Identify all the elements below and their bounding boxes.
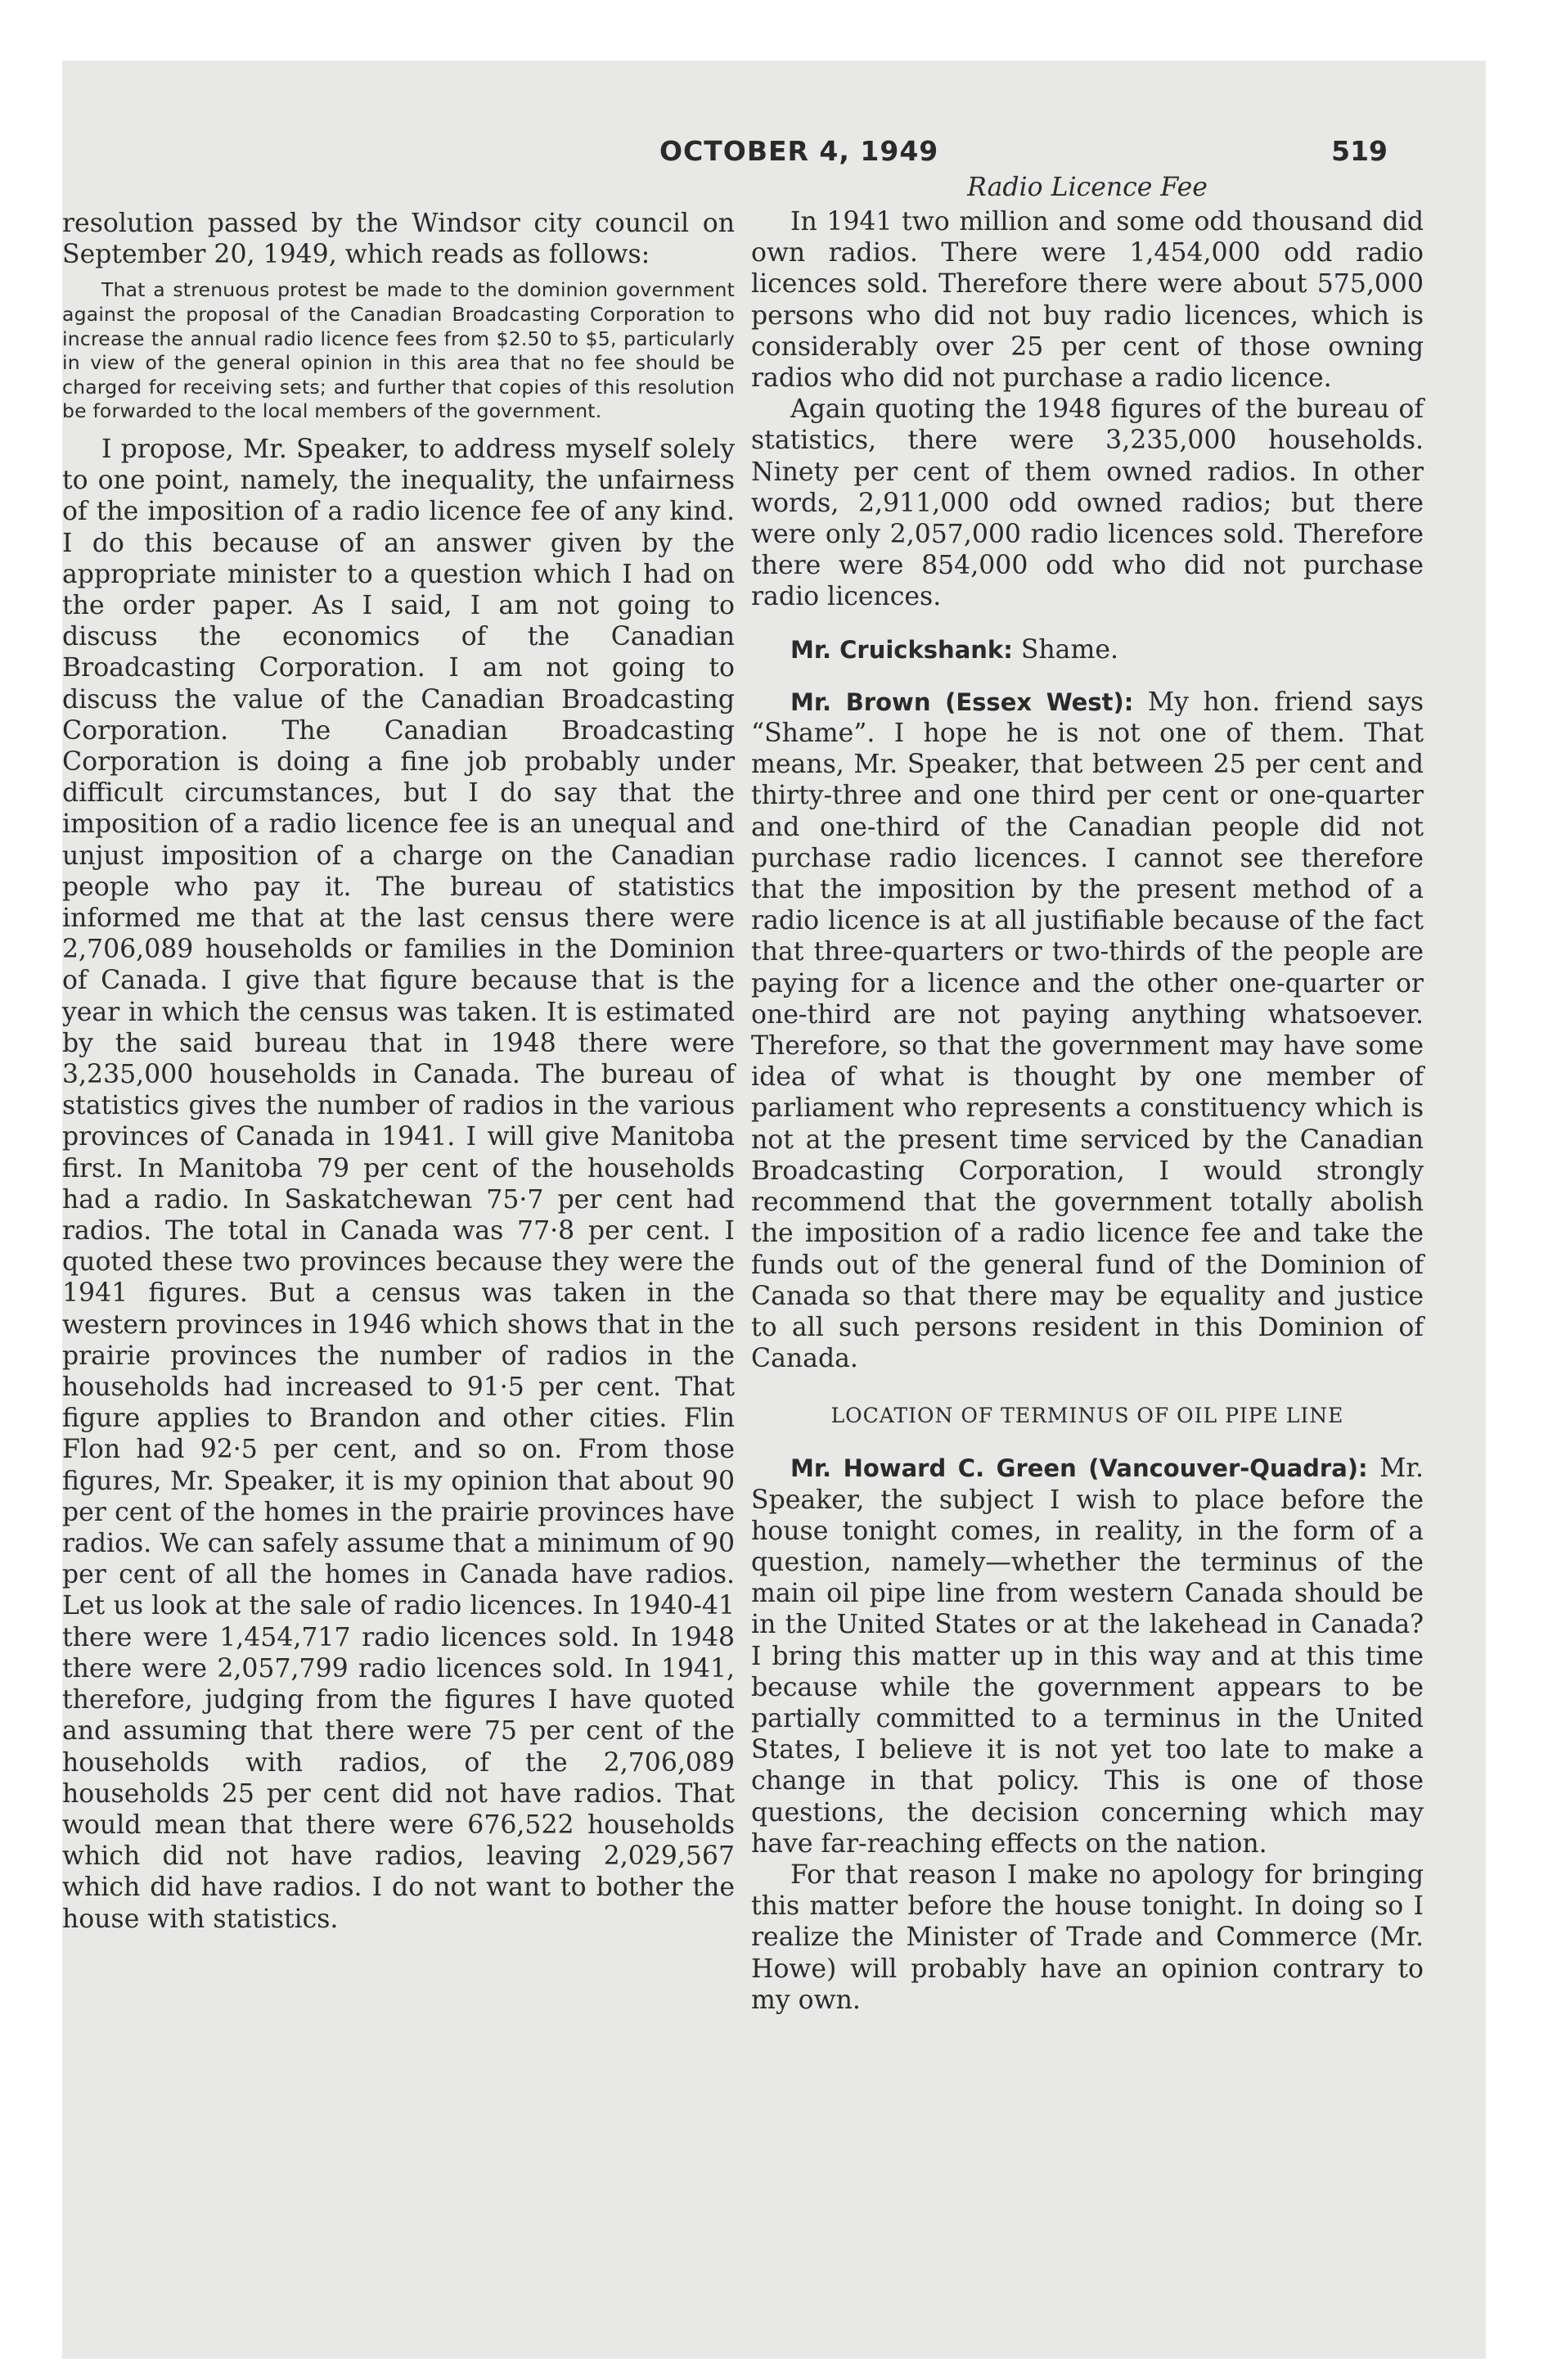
page-header — [62, 135, 1486, 168]
intro-paragraph: resolution passed by the Windsor city council on September 20, 1949, which reads as follows: — [62, 209, 735, 270]
body-paragraph: I propose, Mr. Speaker, to address myself solely to one point, namely, the inequality, the unfairness of the imposition of a radio licence fee of any kind. I do this because of an answer given by the appropriate minister to a question which I had on the order paper. As I said, I am not going to discuss the economics of the Canadian Broadcasting Corporation. I am not going to discuss the value of the Canadian Broadcasting Corporation. The Canadian Broadcasting Corporation is doing a fine job probably under difficult circumstances, but I do say that the imposition of a radio licence fee is an unequal and unjust imposition of a charge on the Canadian people who pay it. The bureau of statistics informed me that at the last census there were 2,706,089 households or families in the Dominion of Canada. I give that figure because that is the year in which the census was taken. It is estimated by the said bureau that in 1948 there were 3,235,000 households in Canada. The bureau of statistics gives the number of radios in the various provinces of Canada in 1941. I will give Manitoba first. In Manitoba 79 per cent of the households had a radio. In Saskatchewan 75·7 per cent had radios. The total in Canada was 77·8 per cent. I quoted these two provinces because they were the 1941 figures. But a census was taken in the western provinces in 1946 which shows that in the prairie provinces the number of radios in the households had increased to 91·5 per cent. That figure applies to Brandon and other cities. Flin Flon had 92·5 per cent, and so on. From those figures, Mr. Speaker, it is my opinion that about 90 per cent of the homes in the prairie provinces have radios. We can safely assume that a minimum of 90 per cent of all the homes in Canada have radios. Let us look at the sale of radio licences. In 1940-41 there were 1,454,717 radio licences sold. In 1948 there were 2,057,799 radio licences sold. In 1941, therefore, judging from the figures I have quoted and assuming that there were 75 per cent of the households with radios, of the 2,706,089 households 25 per cent did not have radios. That would mean that there were 676,522 households which did not have radios, leaving 2,029,567 which did have radios. I do not want to bother the house with statistics. — [62, 434, 735, 1934]
paragraph-2: Again quoting the 1948 figures of the bureau of statistics, there were 3,235,000 households. Ninety per cent of them owned radios. In other words, 2,911,000 odd owned radios; but there were only 2,057,000 radio licences sold. Therefore there were 854,000 odd who did not purchase radio licences. — [751, 394, 1424, 612]
speaker-text: Shame. — [1020, 634, 1118, 665]
speaker-brown-paragraph — [751, 687, 1424, 1374]
section-heading: LOCATION OF TERMINUS OF OIL PIPE LINE — [830, 1404, 1344, 1428]
right-column — [751, 172, 1424, 2016]
speaker-green-paragraph — [751, 1453, 1424, 1859]
section-title: Radio Licence Fee — [967, 173, 1208, 202]
speaker-cruickshank-paragraph — [751, 634, 1424, 665]
left-column — [62, 208, 735, 1935]
page-number: 519 — [1331, 135, 1388, 167]
speaker-name: Mr. Brown (Essex West): — [790, 687, 1134, 716]
speaker-name: Mr. Howard C. Green (Vancouver-Quadra): — [790, 1454, 1368, 1483]
speaker-text: My hon. friend says “Shame”. I hope he is not one of them. That means, Mr. Speaker, that between 25 per cent and thirty-three and one third per cent or one-quarter and one-third of the Canadian people did not purchase radio licences. I cannot see therefore that the imposition by the present method of a radio licence is at all justifiable because of the fact that three-quarters or two-thirds of the people are paying for a licence and the other one-quarter or one-third are not paying anything whatsoever. Therefore, so that the government may have some idea of what is thought by one member of parliament who represents a constituency which is not at the present time serviced by the Canadian Broadcasting Corporation, I would strongly recommend that the government totally abolish the imposition of a radio licence fee and take the funds out of the general fund of the Dominion of Canada so that there may be equality and justice to all such persons resident in this Dominion of Canada. — [751, 687, 1424, 1374]
header-date: OCTOBER 4, 1949 — [659, 135, 939, 167]
speaker-name: Mr. Cruickshank: — [790, 635, 1013, 664]
final-paragraph: For that reason I make no apology for bringing this matter before the house tonight. In doing so I realize the Minister of Trade and Commerce (Mr. Howe) will probably have an opinion contrary to my own. — [751, 1859, 1424, 2015]
paragraph-1: In 1941 two million and some odd thousand did own radios. There were 1,454,000 odd radio licences sold. Therefore there were about 575,000 persons who did not buy radio licences, which is considerably over 25 per cent of those owning radios who did not purchase a radio licence. — [751, 207, 1424, 394]
speaker-text: Mr. Speaker, the subject I wish to place before the house tonight comes, in reality, in the form of a question, namely—whether the terminus of the main oil pipe line from western Canada should be in the United States or at the lakehead in Canada? I bring this matter up in this way and at this time because while the government appears to be partially committed to a terminus in the United States, I believe it is not yet too late to make a change in that policy. This is one of those questions, the decision concerning which may have far-reaching effects on the nation. — [751, 1454, 1424, 1859]
quoted-resolution: That a strenuous protest be made to the dominion government against the proposal of the Canadian Broadcasting Corporation to increase the annual radio licence fees from $2.50 to $5, particularly in view of the general opinion in this area that no fee should be charged for receiving sets; and further that copies of this resolution be forwarded to the local members of the government. — [62, 278, 735, 423]
